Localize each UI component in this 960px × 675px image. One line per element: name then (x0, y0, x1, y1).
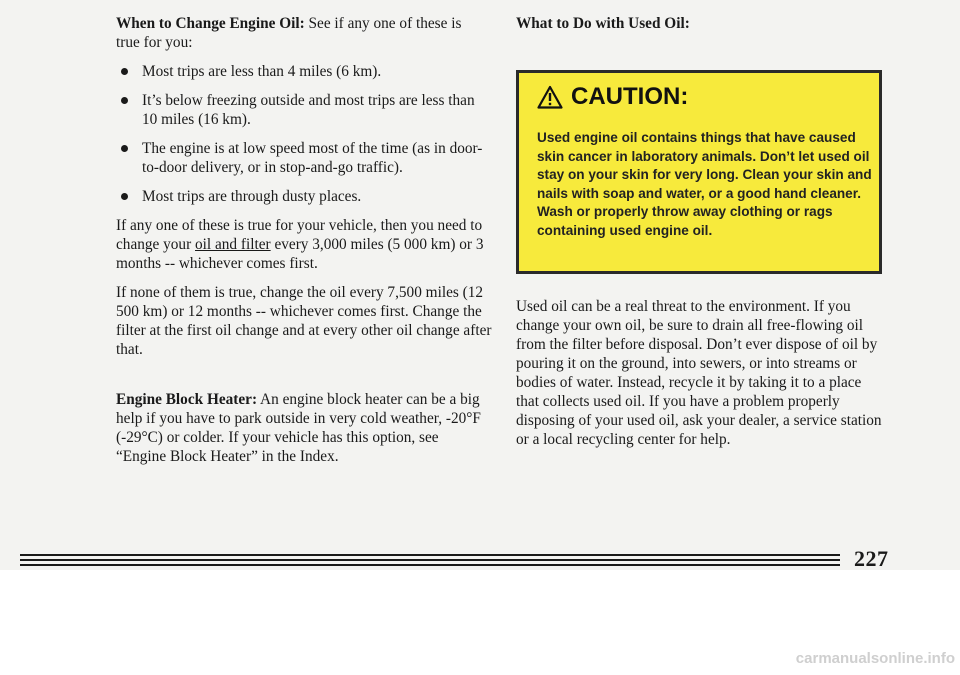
list-item (116, 139, 492, 177)
block-heater-paragraph (116, 390, 492, 466)
left-column (116, 14, 492, 476)
bullet-icon (121, 145, 128, 152)
page-number: 227 (854, 546, 889, 571)
change-oil-heading: When to Change Engine Oil: (116, 15, 305, 32)
block-heater-text: An engine block heater can be a big help if you have to park outside in very cold weather, -20°F (-29°C) or colder. If your vehicle has this option, see “Engine Block Heater” in the Index. (116, 391, 481, 465)
list-item (116, 62, 492, 81)
change-schedule-paragraph (116, 216, 492, 273)
caution-header (537, 83, 688, 111)
paragraph-text: If any one of these is true for your vehicle, then you need to change your (116, 217, 483, 253)
list-item (116, 91, 492, 129)
watermark: carmanualsonline.info (795, 650, 955, 667)
list-item-text: It’s below freezing outside and most trips are less than 10 miles (16 km). (142, 92, 475, 128)
normal-schedule-paragraph: If none of them is true, change the oil every 7,500 miles (12 500 km) or 12 months -- whichever comes first. Change the filter at the first oil change and at every other oil change after that. (116, 284, 492, 358)
oil-filter-link[interactable]: oil and filter (195, 236, 271, 253)
used-oil-body (516, 297, 888, 459)
used-oil-paragraph: Used oil can be a real threat to the environment. If you change your own oil, be sure to drain all free-flowing oil from the filter before disposal. Don’t ever dispose of oil by pouring it on the ground, into sewers, or into streams or bodies of water. Instead, recycle it by taking it to a place that collects used oil. If you have a problem properly disposing of your used oil, ask your dealer, a service station or a local recycling center for help. (516, 298, 882, 448)
footer-rule-bottom (20, 564, 840, 566)
change-oil-intro-text-2: true for you: (116, 34, 193, 51)
condition-list (116, 62, 492, 206)
spacer (116, 369, 492, 390)
list-item-text: Most trips are through dusty places. (142, 188, 362, 205)
caution-text: Used engine oil contains things that have caused skin cancer in laboratory animals. Don’t let used oil stay on your skin for very long. Clean your skin and nails with soap and water, or a good hand cleaner. Wash or properly throw away clothing or rags containing used engine oil. (537, 130, 872, 238)
list-item-text: Most trips are less than 4 miles (6 km). (142, 63, 382, 80)
list-item-text: The engine is at low speed most of the time (as in door-to-door delivery, or in stop-and-go traffic). (142, 140, 483, 176)
used-oil-heading: What to Do with Used Oil: (516, 15, 690, 32)
bullet-icon (121, 97, 128, 104)
change-oil-intro-text-1: See if any one of these is (308, 15, 462, 32)
bullet-icon (121, 68, 128, 75)
caution-box (516, 70, 882, 274)
block-heater-heading: Engine Block Heater: (116, 391, 258, 408)
bullet-icon (121, 193, 128, 200)
right-column (516, 14, 888, 43)
footer-rule-top (20, 554, 840, 556)
warning-triangle-icon (537, 85, 563, 109)
footer-rule-middle (20, 559, 840, 561)
paragraph-text: every 3,000 miles (5 000 km) or 3 months -- whichever comes first. (116, 236, 484, 272)
list-item (116, 187, 492, 206)
caution-title: CAUTION: (571, 83, 689, 110)
change-oil-intro (116, 14, 492, 52)
